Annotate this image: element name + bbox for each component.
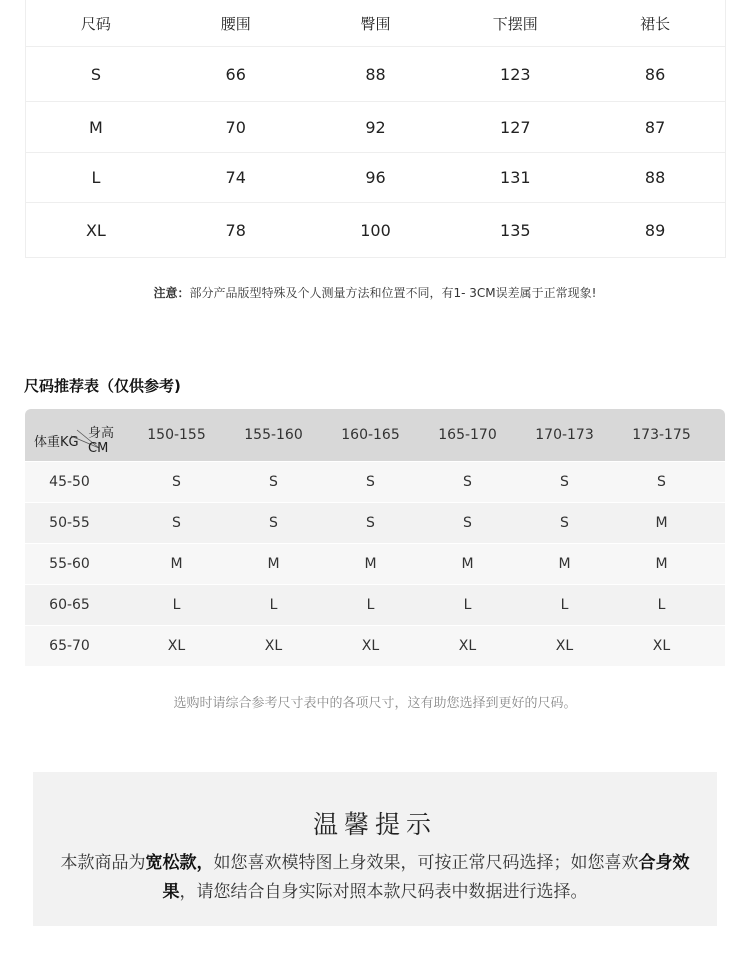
table-cell: XL	[458, 638, 477, 654]
table-cell: L	[463, 597, 472, 613]
table-cell: M	[267, 556, 280, 572]
table-row	[25, 625, 725, 666]
table-cell: 92	[365, 117, 386, 137]
table-row	[25, 461, 725, 502]
table-cell: XL	[555, 638, 574, 654]
note-text: 部分产品版型特殊及个人测量方法和位置不同，有1- 3CM误差属于正常现象!	[189, 286, 597, 300]
rec-table-header	[25, 409, 725, 461]
rec-corner-cell	[25, 409, 128, 461]
weight-cell: 50-55	[49, 515, 90, 531]
table-cell: 135	[500, 220, 531, 240]
table-cell: M	[558, 556, 571, 572]
table-cell: XL	[264, 638, 283, 654]
tips-bold-1: 宽松款，	[145, 853, 214, 873]
table-cell: L	[91, 168, 101, 187]
table-cell: S	[366, 474, 375, 490]
table-cell: M	[655, 515, 668, 531]
table-cell: 86	[644, 64, 666, 84]
table-cell: L	[657, 597, 666, 613]
table-row	[25, 502, 725, 543]
table-cell: L	[269, 597, 278, 613]
table-cell: M	[88, 117, 103, 137]
measurement-note	[0, 284, 750, 301]
height-header-cell: 160-165	[341, 427, 400, 443]
size-table-header	[26, 0, 725, 47]
table-cell: L	[560, 597, 569, 613]
table-cell: S	[560, 474, 569, 490]
height-header-cell: 173-175	[632, 427, 691, 443]
weight-cell: 60-65	[49, 597, 90, 613]
height-header-cell: 155-160	[244, 427, 303, 443]
table-cell: S	[560, 515, 569, 531]
table-cell: XL	[652, 638, 671, 654]
table-cell: 88	[365, 64, 386, 84]
table-cell: S	[172, 474, 181, 490]
table-cell: S	[463, 474, 472, 490]
corner-weight-label: 体重KG	[34, 435, 79, 450]
header-cell: 臀围	[360, 14, 391, 33]
height-header-cell: 170-173	[535, 427, 594, 443]
weight-cell: 55-60	[49, 556, 90, 572]
table-row	[26, 203, 725, 257]
rec-table-title: 尺码推荐表（仅供参考)	[24, 377, 181, 395]
table-cell: S	[463, 515, 472, 531]
table-cell: 89	[644, 220, 666, 240]
table-cell: 87	[644, 117, 666, 137]
header-cell: 下摆围	[492, 14, 538, 33]
weight-cell: 65-70	[49, 638, 90, 654]
tips-text-3: ，请您结合自身实际对照本款尺码表中数据进行选择。	[179, 882, 588, 902]
table-cell: XL	[361, 638, 380, 654]
tips-text-2: 如您喜欢模特图上身效果，可按正常尺码选择；如您喜欢	[213, 853, 639, 873]
table-cell: S	[657, 474, 666, 490]
header-cell: 腰围	[220, 14, 251, 33]
height-header-cell: 150-155	[147, 427, 206, 443]
table-cell: 100	[360, 220, 391, 240]
table-cell: 123	[500, 64, 531, 84]
tips-bold-2: 合身效果	[162, 853, 690, 902]
header-cell: 尺码	[80, 14, 111, 33]
table-cell: L	[366, 597, 375, 613]
table-cell: 131	[500, 168, 531, 187]
warm-tips-title: 温馨提示	[312, 810, 437, 839]
table-cell: 74	[225, 168, 246, 187]
table-cell: S	[269, 474, 278, 490]
table-cell: 88	[644, 168, 666, 187]
table-row	[26, 47, 725, 102]
header-cell: 裙长	[640, 14, 671, 33]
table-cell: M	[364, 556, 377, 572]
warm-tips-body	[55, 849, 695, 907]
size-table	[25, 0, 726, 258]
table-cell: S	[90, 64, 101, 84]
table-cell: 127	[500, 117, 531, 137]
selection-tip: 选购时请综合参考尺寸表中的各项尺寸，这有助您选择到更好的尺码。	[173, 696, 577, 711]
table-cell: M	[170, 556, 183, 572]
tips-text-1: 本款商品为	[60, 853, 146, 873]
table-cell: XL	[167, 638, 186, 654]
corner-height-label: 身高CM	[88, 426, 115, 456]
weight-cell: 45-50	[49, 474, 90, 490]
table-row	[26, 102, 725, 153]
table-row	[25, 543, 725, 584]
table-cell: 96	[365, 168, 386, 187]
table-cell: XL	[85, 220, 106, 240]
table-cell: S	[269, 515, 278, 531]
size-recommendation-table	[25, 409, 725, 666]
table-cell: S	[366, 515, 375, 531]
table-cell: 70	[225, 117, 246, 137]
table-cell: M	[461, 556, 474, 572]
warm-tips-box	[33, 772, 717, 926]
table-cell: L	[172, 597, 181, 613]
table-row	[25, 584, 725, 625]
table-cell: S	[172, 515, 181, 531]
table-cell: 66	[225, 64, 246, 84]
height-header-cell: 165-170	[438, 427, 497, 443]
table-row	[26, 153, 725, 203]
table-cell: 78	[225, 220, 246, 240]
note-label: 注意：	[153, 286, 190, 300]
table-cell: M	[655, 556, 668, 572]
